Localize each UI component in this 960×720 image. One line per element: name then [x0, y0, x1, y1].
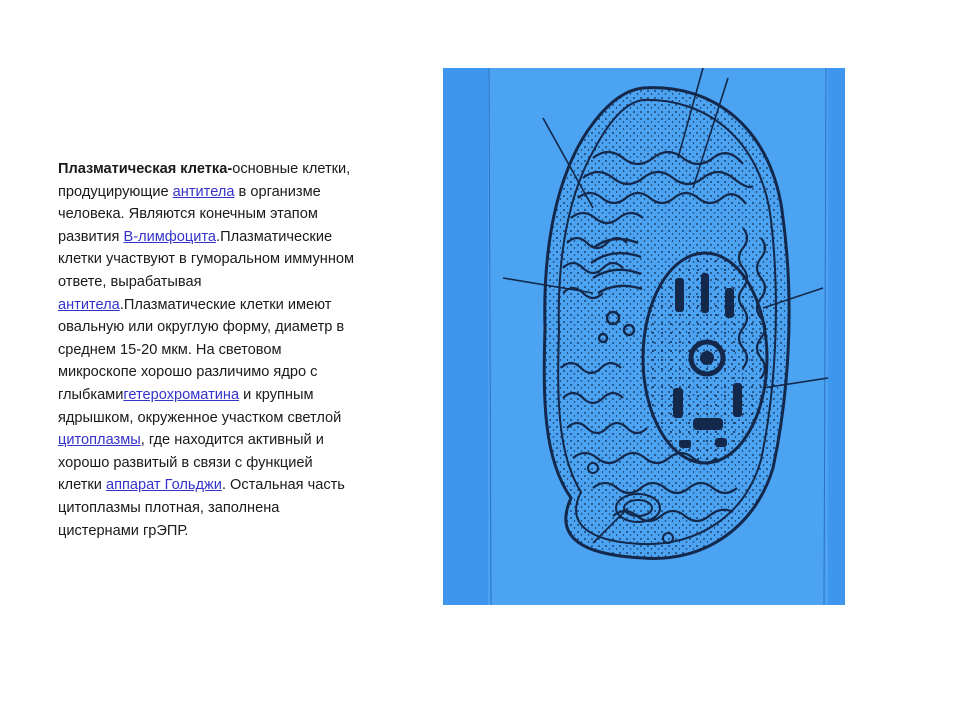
text-segment: , где находится активный и хорошо развитый в связи с функцией клетки [58, 432, 324, 494]
slide-body-text [58, 158, 356, 542]
text-segment: . Остальная часть цитоплазмы плотная, заполнена цистернами грЭПР. [58, 477, 345, 539]
term-plasma-cell: Плазматическая клетка- [58, 161, 233, 177]
text-segment: основные клетки, продуцирующие [58, 161, 351, 200]
plasma-cell-drawing [443, 68, 845, 605]
link-antibodies-2[interactable]: антитела [58, 296, 120, 313]
link-golgi-apparatus[interactable]: аппарат Гольджи [105, 477, 222, 494]
plasma-cell-micrograph [443, 68, 845, 605]
link-b-lymphocyte[interactable]: B-лимфоцита [123, 228, 217, 245]
link-heterochromatin[interactable]: гетерохроматина [123, 386, 240, 403]
nucleolus-core [700, 351, 714, 365]
text-segment: и крупным ядрышком, окруженное участком светлой [58, 386, 342, 426]
link-antibodies[interactable]: антитела [172, 183, 235, 200]
text-segment: .Плазматические клетки имеют овальную или округлую форму, диаметр в среднем 15-20 мкм. На световом микроскопе хорошо различимо ядро с глыбками [58, 296, 345, 403]
text-segment: .Плазматические клетки участвуют в гуморальном иммунном ответе, вырабатывая [58, 228, 355, 290]
text-segment: в организме человека. Являются конечным этапом развития [58, 183, 321, 245]
link-cytoplasm[interactable]: цитоплазмы [58, 432, 141, 449]
